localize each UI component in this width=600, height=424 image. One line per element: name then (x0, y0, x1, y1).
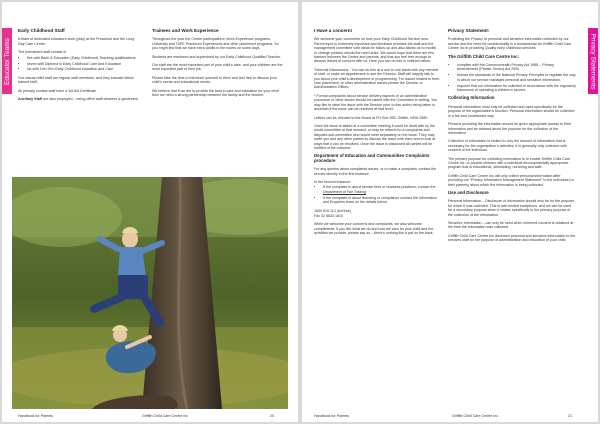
paragraph: We believe that if we are to provide the best in care and education for your child then we need a strong partnership between the family and the teacher. (152, 88, 279, 98)
paragraph: For any queries about complaints issues, or to make a complaint, contact the service directly in the first instance. (314, 167, 437, 176)
ancillary-staff-label: Ancillary Staff (18, 97, 43, 102)
section-heading: I Have a concern! (314, 28, 353, 33)
paragraph: Sensitive Information – can only be used when informed consent is obtained at the time the information was collected. (448, 221, 574, 230)
paragraph: All primary contact staff have a 1st Aid Certificate. (18, 88, 98, 93)
paragraph: A team of dedicated educators work (play) at the Preschool and the Long Day Care Centre. (18, 37, 135, 46)
side-tab-label: Educator Teams (3, 37, 11, 85)
page-number: 21 (568, 414, 572, 418)
list-item-text: If the complaint is about service fees or business practices, contact the (323, 185, 436, 190)
privacy-list (448, 63, 576, 92)
list-item: • five with Bach & Education (Early Childhood) Teaching qualifications (27, 56, 140, 60)
footer-left: Handbook for Parents (18, 414, 53, 418)
paragraph: Personal Information – Disclosure of information should only be for the purpose for which it was collected. This is with limited exceptions, and we can be used for a secondary purpose when it relates specifically to the primary purpose of the collection of the information. (448, 199, 575, 217)
side-tab-privacy-statements (588, 28, 598, 94)
list-item (323, 185, 440, 194)
paragraph: The primary purpose for collecting information is to enable Griffith Child Care Centre Inc. to provide children with a individual developmentally appropriate program that is educational, stimulating, nurturing and safe. (448, 156, 570, 170)
paragraph: While we welcome your concerns and complaints, we also welcome compliments. If you like what we do and how we care for your child and the activities we provide, please say so – there's nothing like a pat on the back. (314, 222, 434, 236)
paragraph: We welcome your comments on how your Early Childhood Service runs. Parent input is extremely important and feedback provides the staff and the management committee with ideas for follow-up and also allows us to modify or change policies should the need arise. We would hope that there are few barriers between the Centre and parents, and that you feel free enough to discuss issues of concern with us. Here you can do this in outlined below. (314, 37, 437, 64)
right-page (302, 2, 598, 422)
subheading: Department of Education and Communities Complaints procedure (314, 153, 430, 163)
paragraph: The permanent staff consist of (18, 50, 67, 55)
footer-center: Griffith Child Care Centre Inc (142, 414, 189, 418)
section-heading: Early Childhood Staff (18, 28, 65, 33)
paragraph: Collection of information is limited to only the amount of information that is necessary for the organisation's activities. It is generally only collected with consent of the individual. (448, 139, 567, 153)
paragraph: Students are mentored and supervised by our Early Childhood Qualified Teacher. (152, 54, 281, 59)
section-heading: Trainees and Work Experience (152, 28, 219, 33)
list-item: • seven with Diploma in Early Childhood Care And Education (27, 62, 140, 66)
paragraph-text: are also employed – being office staff cleaners & gardeners. (42, 97, 139, 102)
paragraph: Personal information must only be collected and used specifically for the purpose of the organisation's function. Personal information should be collected in a fair and unobtrusive way. (448, 104, 575, 118)
fax-number: Fax 02 8633 1810 (314, 213, 343, 218)
footer-center: Griffith Child Care Centre Inc (452, 414, 499, 418)
paragraph: Please take the time to introduce yourself to them and feel free to discuss your child's needs and educational needs. (152, 75, 277, 85)
page-number: 20 (270, 414, 274, 418)
paragraph (18, 97, 140, 101)
paragraph: Once the issue is tabled at a committee meeting it could be dealt with by the whole committee at that moment, or may be referred to a complaints and disputes sub-committee who would meet separately on the issue. They may invite you and any other parties to discuss the issue with them and to look at ways that it can be resolved. Once the issue is discussed all parties will be notified of the outcome. (314, 123, 436, 150)
complaint-list (314, 185, 440, 204)
list-item: • requires that our information be collected in accordance with the regulatory framework of operating a children's service. (457, 84, 576, 93)
left-page (2, 2, 298, 422)
concern-column (314, 28, 440, 240)
paragraph: * Formal complaints about service delivery aspects of an administrative procedure or other issues should be raised with the Committee in writing. You may like to raise the issue with the Director prior to this action being taken to ascertain if the issue can be resolved at that level. (314, 93, 438, 112)
privacy-column (448, 28, 576, 247)
phone-number: 1800 619 113 (toll free) (314, 208, 351, 213)
child-climbing-photo (12, 177, 288, 409)
paragraph: Our staff are the most important part of your child's care, and your children are the most important part of their job. (152, 63, 283, 72)
footer-left: Handbook for Parents (314, 414, 349, 418)
trainees-column (152, 28, 284, 101)
early-childhood-staff-column (18, 28, 140, 105)
staff-list (18, 56, 140, 72)
side-tab-educator-teams (2, 28, 12, 94)
list-item: • complies with the Commonwealth Privacy Act 1988 – Privacy Amendments (Private Sector) Act 2000 (457, 63, 576, 72)
fair-trading-link[interactable]: Department of Fair Trading (323, 189, 366, 194)
section-heading: Privacy Statement: (448, 28, 490, 33)
paragraph: Throughout the year the Centre participates in Work Experience programs, University and TAFE Practicum Experiences and other placement programs. So you might find that we have extra adults in the rooms on some days. (152, 37, 279, 51)
paragraph: Griffith Child Care Centre Inc will only collect personal information after providing our "Privacy Information Management Statement" to the individual (or their parents) about which the information is being collected. (448, 173, 574, 187)
paragraph: In the second instance: (314, 179, 351, 184)
paragraph: Our casual relief staff are regular staff members, and they educate fellow trained staff. (18, 75, 134, 85)
subheading: Collecting Information (448, 95, 495, 101)
list-item: • six with Cert III in Early Childhood education and Care (27, 67, 140, 71)
side-tab-label: Privacy Statements (589, 33, 597, 89)
list-item: • follows the standards of the National Privacy Principles to regulate the way in which our service manages personal and sensitive information. (457, 73, 576, 82)
paragraph: Letters can be directed to the Board at PO Box 395, Griffith, NSW 2680 (314, 115, 428, 120)
subheading: Use and Disclosure (448, 189, 489, 195)
list-item: • If the complaint is about licensing or compliance contact the Information and Enquiries team on the details below: (323, 196, 440, 205)
paragraph: Griffith Child Care Centre Inc discloses personal and sensitive information to the services staff for the purpose of administration and education of your child. (448, 233, 576, 243)
subheading: The Griffith Child Care Centre Inc: (448, 53, 519, 59)
paragraph: Persons providing the information should be given appropriate access to their information and be advised about the purpose for the collection of the information. (448, 122, 572, 135)
paragraph: Protecting the Privacy of personal and sensitive information collected by our service and the need for confidentiality is a fundamental for Griffith Child Care Centre Inc in providing Quality early childhood services. (448, 37, 572, 51)
paragraph: "Informal Discussions - You can do this at a one to one basis with any member of staff, or make an appointment to see the Director. Staff will happily talk to you about your child's development or programming. For issues related to fees, care placement, or other administrative issues please the Director or Administration Officer. (314, 67, 440, 90)
